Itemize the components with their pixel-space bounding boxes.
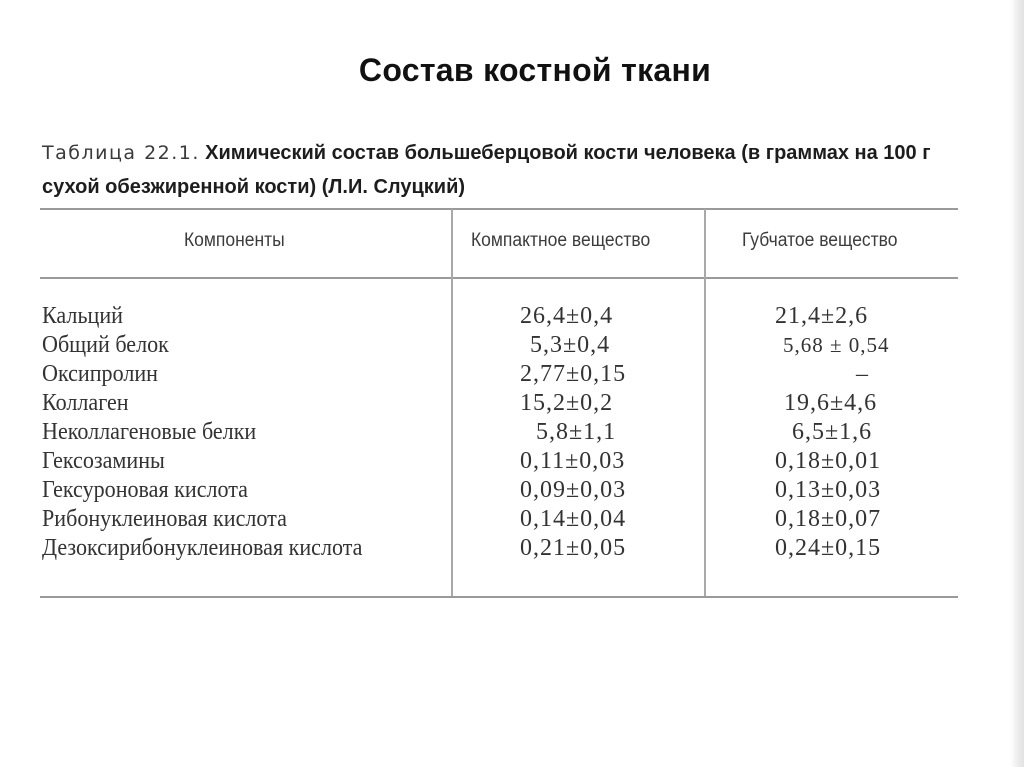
header-compact-substance: Компактное вещество [471,230,651,251]
component-name: Дезоксирибонуклеиновая кислота [42,535,363,561]
component-name: Кальций [42,303,123,329]
component-name: Рибонуклеиновая кислота [42,506,287,532]
compact-value: 0,11±0,03 [520,448,626,474]
spongy-value: 19,6±4,6 [784,390,878,416]
header-components: Компоненты [184,230,285,251]
table-row [40,447,958,476]
slide-title: Состав костной ткани [358,52,712,88]
compact-value: 26,4±0,4 [520,303,614,329]
component-name: Гексуроновая кислота [42,477,248,503]
compact-value: 0,21±0,05 [520,535,627,561]
table-row [40,418,958,447]
spongy-value: 5,68 ± 0,54 [783,333,890,357]
spongy-value: 21,4±2,6 [775,303,869,329]
component-name: Гексозамины [42,448,165,474]
table-caption-text: Химический состав большеберцовой кости человека (в граммах на 100 г сухой обезжиренной кости) (Л.И. Слуцкий) [42,142,931,198]
table-row [40,505,958,534]
table-body [40,302,958,563]
spongy-value: 0,13±0,03 [775,477,882,503]
compact-value: 0,14±0,04 [520,506,627,532]
spongy-value: 0,18±0,07 [775,506,882,532]
spongy-value: 0,24±0,15 [775,535,882,561]
table-row [40,534,958,563]
table-row [40,331,958,360]
spongy-value: 0,18±0,01 [775,448,882,474]
table-row [40,360,958,389]
table-top-rule [40,208,958,210]
slide-edge-shadow [1010,0,1024,767]
compact-value: 15,2±0,2 [520,390,614,416]
header-spongy-substance: Губчатое вещество [742,230,898,251]
compact-value: 5,8±1,1 [536,419,617,445]
compact-value: 0,09±0,03 [520,477,627,503]
table-caption [42,136,957,204]
component-name: Неколлагеновые белки [42,419,257,445]
compact-value: 5,3±0,4 [530,332,611,358]
table-scan [40,136,960,606]
table-row [40,302,958,331]
table-bottom-rule [40,596,958,598]
table-row [40,389,958,418]
compact-value: 2,77±0,15 [520,361,627,387]
component-name: Коллаген [42,390,129,416]
spongy-value: 6,5±1,6 [792,419,873,445]
table-header-rule [40,277,958,279]
spongy-value: – [856,361,869,387]
component-name: Оксипролин [42,361,159,387]
component-name: Общий белок [42,332,169,358]
table-row [40,476,958,505]
table-caption-label: Таблица 22.1. [42,142,200,164]
